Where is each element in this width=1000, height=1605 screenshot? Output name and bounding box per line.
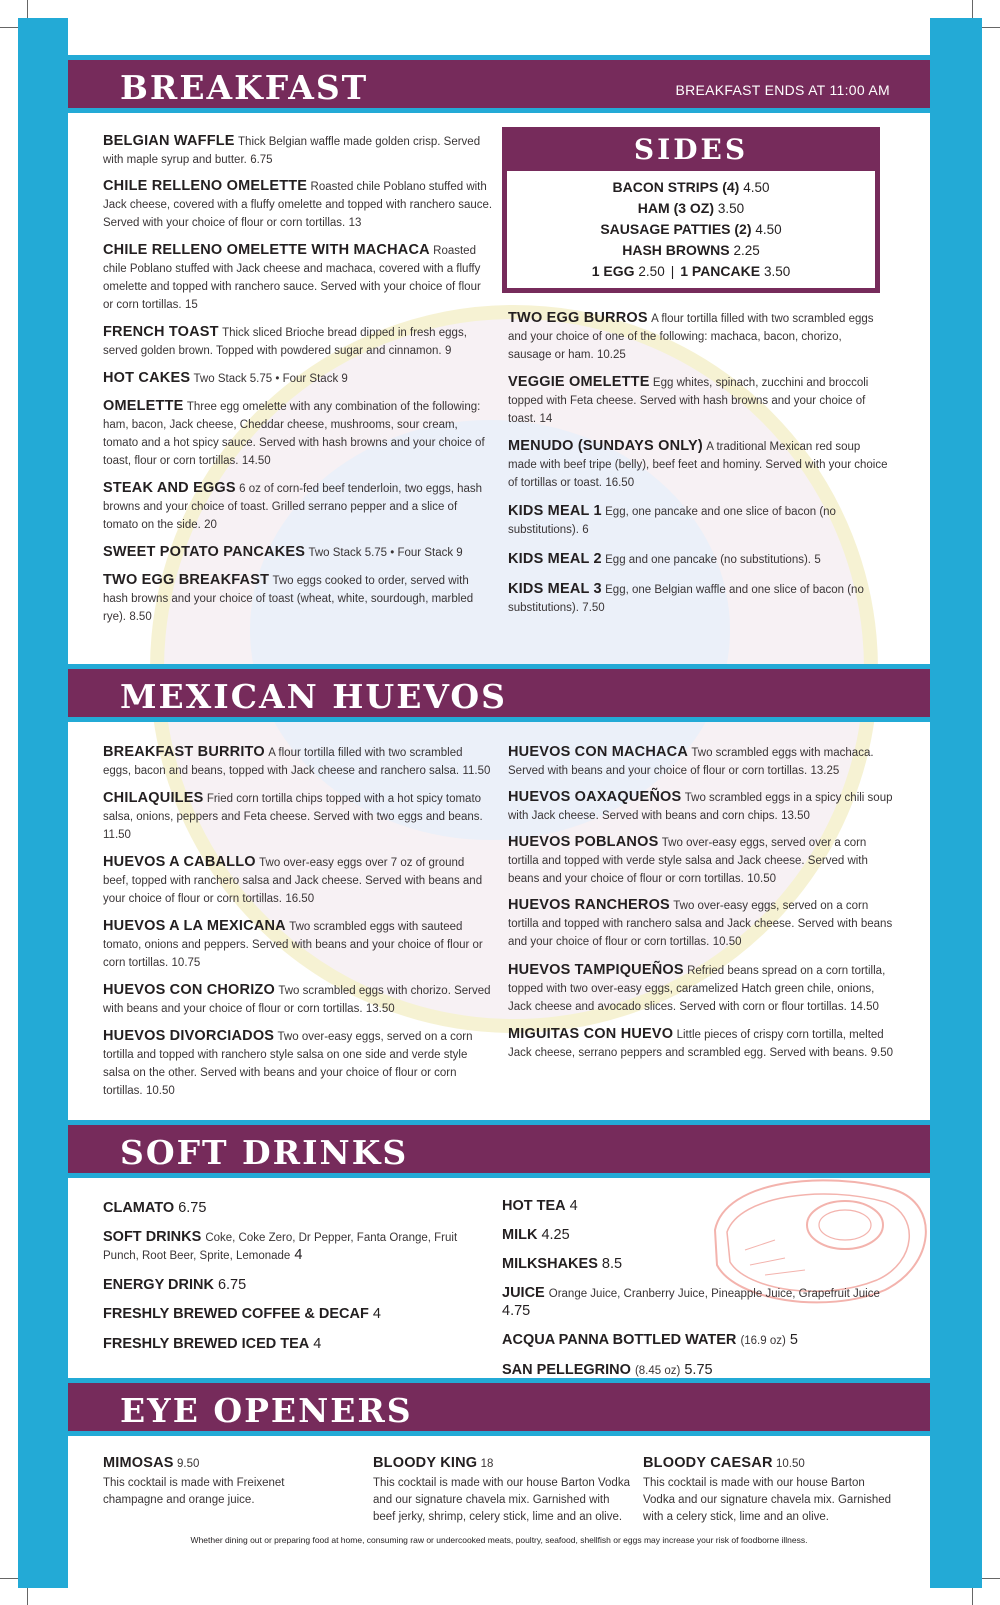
mexican-huevos-header-band xyxy=(68,664,930,722)
item-description: Two Stack 5.75 • Four Stack 9 xyxy=(308,547,463,559)
item-description: Two over-easy eggs over 7 oz of ground beef, topped with ranchero salsa and Jack cheese. Served with beans and your choice of flour or corn tortillas. xyxy=(103,857,483,905)
eye-opener-item-2 xyxy=(373,1455,633,1537)
menu-item xyxy=(508,1026,893,1062)
item-price: 5 xyxy=(814,554,821,566)
drink-item xyxy=(103,1306,483,1323)
menu-item xyxy=(508,834,893,888)
menu-item xyxy=(103,982,493,1018)
mexican-huevos-title: MEXICAN HUEVOS xyxy=(120,677,507,716)
item-name: KIDS MEAL 3 xyxy=(508,581,602,597)
item-name: OMELETTE xyxy=(103,398,184,414)
menu-item xyxy=(508,438,888,492)
side-price: 4.50 xyxy=(743,180,770,195)
crop-mark xyxy=(972,1588,973,1605)
menu-item xyxy=(508,503,888,539)
item-name: FRENCH TOAST xyxy=(103,324,219,340)
item-price: 11.50 xyxy=(462,765,491,777)
menu-item xyxy=(508,962,893,1016)
item-description: Little pieces of crispy corn tortilla, melted Jack cheese, serrano peppers and scrambled egg. Served with beans. xyxy=(508,1029,884,1059)
item-price: 5.75 xyxy=(684,1362,713,1378)
side-item xyxy=(507,219,875,240)
item-name: BLOODY KING xyxy=(373,1455,478,1471)
item-description: Thick Belgian waffle made golden crisp. Served with maple syrup and butter. xyxy=(103,136,481,166)
item-price: 20 xyxy=(204,519,217,531)
item-description: Three egg omelette with any combination of the following: ham, bacon, Jack cheese, Cheddar cheese, mushrooms, sour cream, tomato and a hot spicy sauce. Served with hash browns and your choice of toast, flour or corn tortillas. xyxy=(103,401,485,467)
item-price: 9.50 xyxy=(177,1458,200,1470)
item-name: FRESHLY BREWED COFFEE & DECAF xyxy=(103,1306,369,1322)
crop-mark xyxy=(27,1588,28,1605)
menu-item xyxy=(103,1028,493,1100)
menu-item xyxy=(508,551,888,569)
menu-item xyxy=(103,854,493,908)
item-name: STEAK AND EGGS xyxy=(103,480,236,496)
item-price: 10.75 xyxy=(171,957,201,969)
eye-opener-description: This cocktail is made with our house Barton Vodka and our signature chavela mix. Garnished with a celery stick, lime and an olive. xyxy=(643,1477,892,1523)
item-name: ENERGY DRINK xyxy=(103,1277,214,1293)
item-price: 4.25 xyxy=(541,1227,570,1243)
item-price: 6 xyxy=(582,524,589,536)
eye-openers-title: EYE OPENERS xyxy=(120,1391,413,1430)
item-description: Egg, one pancake and one slice of bacon (no substitutions). xyxy=(508,506,836,536)
item-price: 16.50 xyxy=(285,893,315,905)
item-name: CHILE RELLENO OMELETTE xyxy=(103,178,308,194)
item-name: TWO EGG BURROS xyxy=(508,310,648,326)
drink-item xyxy=(103,1200,483,1217)
item-name: TWO EGG BREAKFAST xyxy=(103,572,270,588)
foodborne-illness-disclaimer: Whether dining out or preparing food at home, consuming raw or undercooked meats, poultry, seafood, shellfish or eggs may increase your risk of foodborne illness. xyxy=(190,1535,808,1545)
item-name: MIMOSAS xyxy=(103,1455,174,1471)
crop-mark xyxy=(0,27,18,28)
breakfast-header-band xyxy=(68,55,930,113)
item-name: MIGUITAS CON HUEVO xyxy=(508,1026,674,1042)
menu-item xyxy=(103,744,493,780)
side-name: 1 EGG xyxy=(591,263,635,279)
item-description: Two scrambled eggs with machaca. Served with beans and your choice of flour or corn tortillas. xyxy=(508,747,874,777)
item-price: 18 xyxy=(480,1458,494,1470)
sides-list xyxy=(507,171,875,288)
side-item xyxy=(507,240,875,261)
eye-opener-description: This cocktail is made with Freixenet champagne and orange juice. xyxy=(103,1477,285,1506)
menu-item xyxy=(508,744,893,780)
crop-mark xyxy=(972,0,973,18)
menu-item xyxy=(103,398,493,470)
side-price: 2.50 xyxy=(638,264,665,279)
breakfast-title: BREAKFAST xyxy=(120,68,369,107)
side-name: HAM (3 OZ) xyxy=(637,200,715,216)
item-name: VEGGIE OMELETTE xyxy=(508,374,650,390)
side-item xyxy=(507,198,875,219)
mexican-right-column xyxy=(508,744,893,1062)
menu-item xyxy=(103,790,493,844)
item-name: HUEVOS A CABALLO xyxy=(103,854,256,870)
item-name: SAN PELLEGRINO xyxy=(502,1362,631,1378)
eye-opener-heading xyxy=(373,1455,633,1473)
item-description: Coke, Coke Zero, Dr Pepper, Fanta Orange, Fruit Punch, Root Beer, Sprite, Lemonade xyxy=(103,1232,458,1262)
item-name: MILK xyxy=(502,1227,538,1243)
soft-drinks-right-column xyxy=(502,1198,902,1380)
item-description: Two over-easy eggs, served on a corn tortilla and topped with ranchero salsa and Jack cheese. Served with beans and your choice of flour or corn tortillas. xyxy=(508,900,893,948)
item-description: Egg and one pancake (no substitutions). xyxy=(605,554,811,566)
drink-item xyxy=(502,1332,902,1350)
side-item-egg-pancake xyxy=(507,261,875,282)
item-description: Refried beans spread on a corn tortilla, topped with two over-easy eggs, caramelized Hatch green chile, onions, Jack cheese and avocado slices. Served with corn or flour tortillas. xyxy=(508,965,886,1013)
menu-item xyxy=(508,581,888,617)
drink-item xyxy=(502,1227,902,1244)
item-description: Two over-easy eggs, served over a corn tortilla and topped with verde style salsa and Jack cheese. Served with beans and your choice of flour or corn tortillas. xyxy=(508,837,868,885)
item-price: 13.50 xyxy=(781,810,810,822)
drink-item xyxy=(103,1229,483,1265)
item-price: 13.25 xyxy=(810,765,840,777)
soft-drinks-left-column xyxy=(103,1200,483,1353)
item-name: SWEET POTATO PANCAKES xyxy=(103,544,306,560)
item-name: KIDS MEAL 2 xyxy=(508,551,602,567)
item-name: KIDS MEAL 1 xyxy=(508,503,602,519)
item-description: Egg whites, spinach, zucchini and broccoli topped with Feta cheese. Served with hash browns and your choice of toast. xyxy=(508,377,869,425)
item-price: 8.5 xyxy=(601,1256,623,1272)
item-price: 9.50 xyxy=(870,1047,893,1059)
side-name: SAUSAGE PATTIES (2) xyxy=(600,221,752,237)
item-price: 13.50 xyxy=(365,1003,395,1015)
item-name: HUEVOS DIVORCIADOS xyxy=(103,1028,275,1044)
item-description: Thick sliced Brioche bread dipped in fresh eggs, served golden brown. Topped with powdered sugar and cinnamon. xyxy=(103,327,467,357)
side-item xyxy=(507,177,875,198)
item-price: 6.75 xyxy=(250,154,273,166)
item-description: Fried corn tortilla chips topped with a hot spicy tomato salsa, onions, peppers and Feta cheese. Served with two eggs and beans. xyxy=(103,793,483,823)
menu-item xyxy=(103,544,493,562)
item-name: CLAMATO xyxy=(103,1200,175,1216)
drink-item xyxy=(103,1277,483,1294)
item-name: JUICE xyxy=(502,1285,545,1301)
item-price: 10.50 xyxy=(775,1458,805,1470)
drink-item xyxy=(502,1256,902,1273)
menu-item xyxy=(103,133,493,169)
soft-drinks-title: SOFT DRINKS xyxy=(120,1133,409,1172)
side-name: HASH BROWNS xyxy=(622,242,730,258)
item-price: 10.50 xyxy=(712,936,742,948)
item-price: 14.50 xyxy=(241,455,271,467)
eye-openers-header-band xyxy=(68,1378,930,1436)
item-name: MILKSHAKES xyxy=(502,1256,598,1272)
eye-opener-item-3 xyxy=(643,1455,898,1537)
item-name: BELGIAN WAFFLE xyxy=(103,133,235,149)
item-price: 4 xyxy=(569,1198,578,1214)
item-description: A flour tortilla filled with two scrambled eggs, bacon and beans, topped with Jack cheese and ranchero salsa. xyxy=(103,747,463,777)
item-name: HOT TEA xyxy=(502,1198,566,1214)
menu-item xyxy=(103,242,493,314)
item-name: HOT CAKES xyxy=(103,370,191,386)
eye-opener-description: This cocktail is made with our house Barton Vodka and our signature chavela mix. Garnished with beef jerky, shrimp, celery stick, lime and an olive. xyxy=(373,1477,630,1523)
item-description: Orange Juice, Cranberry Juice, Pineapple Juice, Grapefruit Juice xyxy=(548,1288,880,1300)
side-separator: | xyxy=(670,264,675,279)
item-description: 6 oz of corn-fed beef tenderloin, two eggs, hash browns and your choice of toast. Grilled serrano pepper and a slice of tomato on the side. xyxy=(103,483,483,531)
item-price: 10.25 xyxy=(597,349,626,361)
item-price: 15 xyxy=(184,299,198,311)
crop-mark xyxy=(0,1578,18,1579)
left-blue-border xyxy=(18,18,68,1588)
side-price: 4.50 xyxy=(755,222,782,237)
item-name: FRESHLY BREWED ICED TEA xyxy=(103,1336,310,1352)
item-name: BLOODY CAESAR xyxy=(643,1455,773,1471)
right-blue-border xyxy=(930,18,982,1588)
item-name: HUEVOS OAXAQUEÑOS xyxy=(508,789,682,805)
side-name: BACON STRIPS (4) xyxy=(612,179,740,195)
item-name: HUEVOS CON CHORIZO xyxy=(103,982,275,998)
mexican-left-column xyxy=(103,744,493,1100)
item-name: HUEVOS A LA MEXICANA xyxy=(103,918,286,934)
crop-mark xyxy=(982,27,1000,28)
breakfast-hours-note: BREAKFAST ENDS AT 11:00 AM xyxy=(675,82,890,98)
item-price: 7.50 xyxy=(582,602,605,614)
sides-title: SIDES xyxy=(633,133,749,166)
item-name: HUEVOS RANCHEROS xyxy=(508,897,670,913)
item-price: 4 xyxy=(313,1336,322,1352)
sides-box xyxy=(502,127,880,293)
item-description: Roasted chile Poblano stuffed with Jack cheese and machaca, covered with a fluffy omelette and topped with ranchero sauce. Served with your choice of flour or corn tortillas. xyxy=(103,245,481,311)
item-name: CHILE RELLENO OMELETTE WITH MACHACA xyxy=(103,242,430,258)
item-price: 14.50 xyxy=(850,1001,879,1013)
item-price: 6.75 xyxy=(178,1200,207,1216)
item-price: 11.50 xyxy=(103,829,131,841)
item-name: BREAKFAST BURRITO xyxy=(103,744,265,760)
item-price: 14 xyxy=(539,413,553,425)
menu-item xyxy=(508,897,893,951)
side-name: 1 PANCAKE xyxy=(680,263,761,279)
item-price: 10.50 xyxy=(747,873,776,885)
eye-opener-heading xyxy=(643,1455,898,1473)
item-name: HUEVOS TAMPIQUEÑOS xyxy=(508,962,684,978)
item-price: 6.75 xyxy=(217,1277,247,1293)
item-price: 10.50 xyxy=(145,1085,175,1097)
item-price: 16.50 xyxy=(605,477,635,489)
menu-item xyxy=(508,789,893,825)
item-description: Egg, one Belgian waffle and one slice of bacon (no substitutions). xyxy=(508,584,864,614)
crop-mark xyxy=(982,1578,1000,1579)
menu-item xyxy=(103,480,493,534)
item-name: ACQUA PANNA BOTTLED WATER xyxy=(502,1332,737,1348)
item-price: 8.50 xyxy=(129,611,152,623)
item-price: 4 xyxy=(372,1306,381,1322)
item-description: A traditional Mexican red soup made with beef tripe (belly), beef feet and hominy. Served with your choice of tortillas or toast. xyxy=(508,441,888,489)
item-description: Roasted chile Poblano stuffed with Jack cheese, covered with a fluffy omelette and topped with ranchero sauce. Served with your choice of flour or corn tortillas. xyxy=(103,181,493,229)
item-description: Two scrambled eggs with chorizo. Served with beans and your choice of flour or corn tortillas. xyxy=(103,985,491,1015)
drink-item xyxy=(103,1336,483,1353)
side-price: 3.50 xyxy=(717,201,745,216)
crop-mark xyxy=(27,0,28,18)
menu-item xyxy=(508,310,888,364)
drink-item xyxy=(502,1285,902,1320)
menu-item xyxy=(103,178,493,232)
eye-opener-item-1 xyxy=(103,1455,343,1520)
item-name: MENUDO (SUNDAYS ONLY) xyxy=(508,438,703,454)
item-description: (16.9 oz) xyxy=(740,1335,786,1347)
item-description: (8.45 oz) xyxy=(634,1365,681,1377)
breakfast-right-column xyxy=(508,310,888,617)
item-description: A flour tortilla filled with two scrambled eggs and your choice of one of the following: machaca, bacon, chorizo, sausage or ham. xyxy=(508,313,874,361)
item-name: CHILAQUILES xyxy=(103,790,204,806)
side-price: 3.50 xyxy=(763,264,791,279)
item-description: Two Stack 5.75 • Four Stack 9 xyxy=(193,373,348,385)
item-name: HUEVOS CON MACHACA xyxy=(508,744,689,760)
menu-item xyxy=(103,370,493,388)
item-price: 5 xyxy=(789,1332,798,1348)
menu-item xyxy=(103,324,493,360)
drink-item xyxy=(502,1198,902,1215)
menu-item xyxy=(103,918,493,972)
item-description: Two eggs cooked to order, served with hash browns and your choice of toast (wheat, white, sourdough, marbled rye). xyxy=(103,575,474,623)
item-price: 13 xyxy=(348,217,362,229)
item-price: 4.75 xyxy=(502,1303,531,1319)
menu-item xyxy=(508,374,888,428)
side-price: 2.25 xyxy=(733,243,760,258)
item-price: 9 xyxy=(444,345,452,357)
eye-opener-heading xyxy=(103,1455,343,1473)
item-description: Two scrambled eggs in a spicy chili soup with Jack cheese. Served with beans and corn chips. xyxy=(508,792,893,822)
menu-item xyxy=(103,572,493,626)
item-description: Two over-easy eggs, served on a corn tortilla and topped with ranchero style salsa on one side and verde style salsa on the other. Served with beans and your choice of flour or corn tortillas. xyxy=(103,1031,473,1097)
item-price: 4 xyxy=(294,1247,303,1263)
item-name: SOFT DRINKS xyxy=(103,1229,202,1245)
item-description: Two scrambled eggs with sauteed tomato, onions and peppers. Served with beans and your choice of flour or corn tortillas. xyxy=(103,921,483,969)
breakfast-left-column xyxy=(103,133,493,626)
item-name: HUEVOS POBLANOS xyxy=(508,834,659,850)
